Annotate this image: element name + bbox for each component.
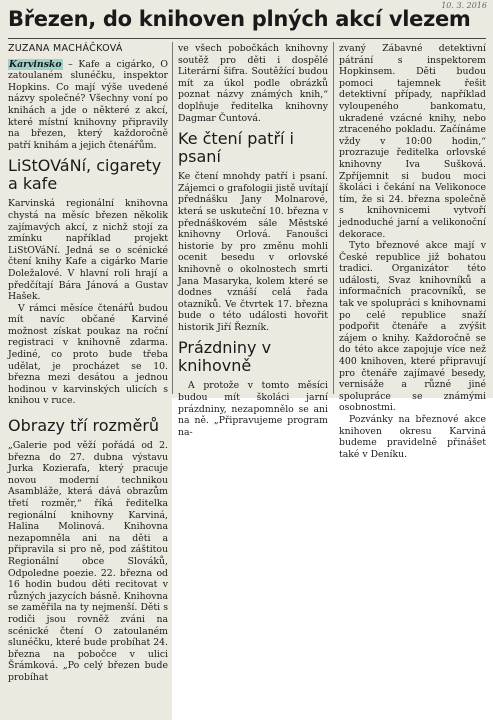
paragraph: A protože v tomto měsíci budou mít školáci jarní prázdniny, nezapomnělo se ani na ně. „Připravujeme program na- (178, 380, 328, 438)
column-3 (339, 43, 486, 460)
column-1 (8, 43, 168, 684)
paragraph: ve všech pobočkách knihovny soutěž pro děti i dospělé Literární šifra. Soutěžící budou mít za úkol podle obrázků poznat názvy známých knih,“ doplňuje ředitelka knihovny Dagmar Čuntová. (178, 43, 328, 124)
headline: Březen, do knihoven plných akcí vlezem (8, 7, 471, 31)
byline: ZUZANA MACHÁČKOVÁ (8, 43, 123, 54)
subheading-listovani: LiStOVáNí, cigarety a kafe (8, 156, 162, 194)
paragraph: „Galerie pod věží pořádá od 2. března do 27. dubna výstavu Jurka Kozierafa, který pracuje novou moderní technikou Asambláže, která dává obrazům třetí rozměr,“ říká ředitelka regionální knihovny Karviná, Halina Molinová. Knihovna nezapomněla ani na děti a připravila si pro ně, pod záštitou Regionální obce Slováků, Odpoledne poezie. 22. března od 16 hodin budou děti recitovat v různých jazycích básně. Knihovna se zaměřila na ty nejmenší. Děti s rodiči jsou rovněž zváni na scénické čtení O zatoulaném slunéčku, které bude probíhat 24. března na pobočce v ulici Šrámková. „Po celý březen bude probíhat (8, 440, 169, 683)
column-divider-2 (333, 42, 334, 394)
lead-paragraph (8, 59, 168, 152)
paragraph: zvaný Zábavné detektivní pátrání s inspektorem Hopkinsem. Děti budou pomoci tajemnek řešit detektivní případy, například vyloupeného bankomatu, ukradené vzácné knihy, nebo ztraceného pokladu. Začínáme vždy v 10:00 hodin,“ prozrazuje ředitelka orlovské knihovny Iva Sušková. Zpříjemnit si budou moci školáci i čekání na Velikonoce tím, že si 24. března společně s knihovnicemi vytvoří jednoduché jarní a velikonoční dekorace. (339, 43, 486, 240)
column-divider-1 (172, 42, 173, 394)
paragraph: Ke čtení mnohdy patří i psaní. Zájemci o grafologii jistě uvítají přednášku Jany Molnarové, která se uskuteční 10. března v přednáškovém sále Městské knihovny Orlová. Fanoušci historie by pro změnu mohli ocenit besedu v orlovské knihovně o okolnostech smrti Jana Masaryka, kolem které se dodnes vznáší celá řada otazníků. Ve čtvrtek 17. března bude o této události hovořit historik Jiří Řezník. (178, 171, 328, 333)
column-2 (178, 43, 328, 438)
subheading-prazdniny: Prázdniny v knihovně (178, 338, 272, 376)
date-stamp: 10. 3. 2016 (441, 1, 487, 10)
lead-place: Karvinsko (9, 58, 62, 70)
subheading-obrazy: Obrazy tří rozměrů (8, 416, 160, 436)
subheading-cteni: Ke čtení patří i psaní (178, 129, 294, 167)
paragraph: Pozvánky na březnové akce knihoven okresu Karviná budeme pravidelně přinášet také v Deníku. (339, 414, 486, 460)
headline-rule (8, 38, 486, 39)
lead-text: – Kafe a cigárko, O zatoulaném slunéčku, inspektor Hopkins. Co mají výše uvedené názvy společné? Všechny voní po knihách a jde o některé z akcí, které místní knihovny připravily na březen, který každoročně patří knihám a jejich čtenářům. (8, 58, 168, 151)
paragraph: V rámci měsíce čtenářů budou mít navíc občané Karviné možnost získat poukaz na roční registraci v knihovně zdarma. Jediné, co proto bude třeba udělat, je procházet se 10. března mezi desátou a jednou hodinou v karvinských ulicích s knihou v ruce. (8, 302, 168, 407)
paragraph: Karvinská regionální knihovna chystá na měsíc březen několik zajímavých akcí, z nichž stojí za zmínku například projekt LiStOVáNí. Jedná se o scénické čtení knihy Kafe a cigárko Marie Doležalové. V hlavní roli hrají a předčítají Bára Jánová a Gustav Hašek. (8, 198, 168, 303)
paragraph: Tyto březnové akce mají v České republice již bohatou tradici. Organizátor této události, Svaz knihovníků a informačních pracovníků, se tak ve spolupráci s knihovnami po celé republice snaží podpořit čtenáře a zvýšit zájem o knihy. Každoročně se do této akce zapojuje více než 400 knihoven, které připravují pro čtenáře zajímavé besedy, vernisáže a různé jiné spolupráce se známými osobnostmi. (339, 240, 486, 414)
